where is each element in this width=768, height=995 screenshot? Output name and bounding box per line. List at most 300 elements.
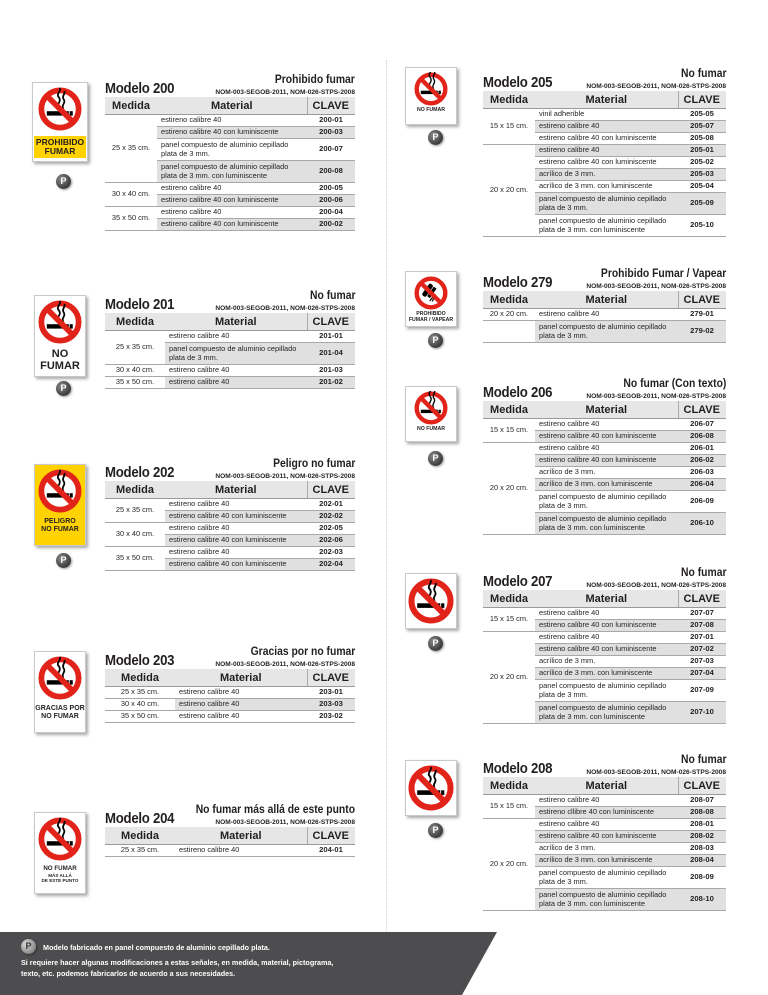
model-title: Modelo 279 [483,274,553,291]
table-header [105,313,355,331]
sign-image-200 [32,82,88,162]
clave-cell: 208-10 [678,889,726,911]
material-cell: estireno calibre 40 [175,711,307,723]
clave-cell: 205-02 [678,157,726,169]
clave-cell: 208-08 [678,807,726,819]
model-title: Modelo 201 [105,296,175,313]
no-smoking-icon [38,469,82,513]
sign-caption [41,518,79,533]
material-cell: acrílico de 3 mm. con luminiscente [535,181,678,193]
model-208 [483,754,726,930]
model-name: Gracias por no fumar [250,646,355,658]
clave-cell: 202-02 [307,511,355,523]
table-header [483,401,726,419]
model-title: Modelo 205 [483,74,553,91]
material-cell: estireno calibre 40 [175,699,307,711]
clave-cell: 208-04 [678,855,726,867]
header-medida: Medida [483,401,535,419]
material-cell: panel compuesto de aluminio cepillado plata de 3 mm. con luminiscente [535,513,678,535]
clave-cell: 205-01 [678,145,726,157]
no-smoking-icon [38,656,82,700]
material-cell: estireno calibre 40 con luminiscente [535,620,678,632]
clave-cell: 207-07 [678,608,726,620]
p-badge-icon: P [428,823,443,838]
model-207 [483,567,726,743]
clave-cell: 200-02 [307,219,355,231]
footer-note-2: Si requiere hacer algunas modificaciones a estas señales, en medida, material, pictograma, [21,958,334,967]
size-cell: 15 x 15 cm. [483,109,535,145]
material-cell: estireno calibre 40 [165,377,307,389]
material-cell: acrílico de 3 mm. [535,656,678,668]
p-badge-icon: P [428,333,443,348]
material-cell: panel compuesto de aluminio cepillado plata de 3 mm. [157,139,307,161]
model-name: No fumar [309,290,355,302]
size-cell: 20 x 20 cm. [483,145,535,237]
model-title: Modelo 208 [483,760,553,777]
material-cell: panel compuesto de aluminio cepillado plata de 3 mm. [535,193,678,215]
table-header [105,827,355,845]
clave-cell: 203-02 [307,711,355,723]
sign-text-line: DE ESTE PUNTO [41,878,79,883]
header-clave: CLAVE [678,91,726,109]
table-header [483,91,726,109]
norm-reference: NOM-003-SEGOB-2011, NOM-026-STPS-2008 [215,819,355,826]
sign-text-line: FUMAR / VAPEAR [408,316,454,323]
no-smoking-icon [414,72,448,106]
material-cell: estireno calibre 40 [157,207,307,219]
p-badge-icon: P [428,130,443,145]
material-cell: estireno calibre 40 [535,145,678,157]
table-row [105,499,355,511]
material-cell: estireno calibre 40 [535,608,678,620]
header-medida: Medida [105,97,157,115]
no-smoking-icon [414,391,448,425]
model-name: No fumar [680,68,726,80]
clave-cell: 202-06 [307,535,355,547]
spec-table [483,91,726,237]
spec-table [105,481,355,571]
no-smoking-icon [38,87,82,131]
clave-cell: 200-04 [307,207,355,219]
clave-cell: 208-03 [678,843,726,855]
norm-reference: NOM-003-SEGOB-2011, NOM-026-STPS-2008 [215,305,355,312]
clave-cell: 200-05 [307,183,355,195]
table-row [105,711,355,723]
sign-text-line: PROHIBIDO [35,137,85,147]
model-name: No fumar [680,754,726,766]
clave-cell: 206-09 [678,491,726,513]
sign-text-line: NO FUMAR [41,712,79,720]
sign-text-line: PROHIBIDO [416,311,446,317]
sign-text-line: PELIGRO [44,518,76,525]
material-cell: estireno calibre 40 con luminiscente [165,535,307,547]
size-cell: 35 x 50 cm. [105,377,165,389]
material-cell: estireno calibre 40 [157,183,307,195]
header-clave: CLAVE [678,777,726,795]
header-medida: Medida [105,313,165,331]
clave-cell: 279-01 [678,309,726,321]
spec-table [105,669,355,723]
spec-table [483,590,726,724]
no-smoking-icon [38,300,82,344]
material-cell: acrílico de 3 mm. [535,467,678,479]
header-material: Material [535,291,678,309]
norm-reference: NOM-003-SEGOB-2011, NOM-026-STPS-2008 [215,89,355,96]
p-badge-icon: P [21,939,36,954]
p-badge-icon: P [428,636,443,651]
header-material: Material [175,669,307,687]
size-cell: 30 x 40 cm. [105,699,175,711]
clave-cell: 206-04 [678,479,726,491]
header-material: Material [535,91,678,109]
table-header [483,777,726,795]
clave-cell: 205-04 [678,181,726,193]
sign-caption [34,136,86,158]
clave-cell: 202-04 [307,559,355,571]
material-cell: acrílico de 3 mm. con luminiscente [535,668,678,680]
header-clave: CLAVE [678,401,726,419]
material-cell: estireno calibre 40 [165,547,307,559]
clave-cell: 201-02 [307,377,355,389]
table-header [105,481,355,499]
sign-caption [409,312,453,324]
material-cell: estireno calibre 40 con luminiscente [165,511,307,523]
model-201 [105,290,355,408]
model-205 [483,68,726,256]
header-clave: CLAVE [307,669,355,687]
clave-cell: 200-03 [307,127,355,139]
size-cell: 25 x 35 cm. [105,499,165,523]
model-name: No fumar (Con texto) [623,378,726,390]
sign-text-line: NO FUMAR [41,525,79,533]
material-cell: panel compuesto de aluminio cepillado plata de 3 mm. con luminiscente [535,889,678,911]
material-cell: panel compuesto de aluminio cepillado plata de 3 mm. [535,321,678,343]
material-cell: estireno calibre 40 con luminiscente [157,195,307,207]
material-cell: estireno calibre 40 con luminiscente [157,219,307,231]
clave-cell: 205-05 [678,109,726,121]
size-cell [483,321,535,343]
table-row [483,309,726,321]
clave-cell: 207-09 [678,680,726,702]
table-header [483,291,726,309]
clave-cell: 207-10 [678,702,726,724]
sign-text-line: MÁS ALLÁ [48,872,72,878]
sign-caption [417,427,445,433]
table-row [105,377,355,389]
sign-caption [417,108,445,114]
size-cell: 35 x 50 cm. [105,711,175,723]
material-cell: estireno calibre 40 con luminiscente [535,831,678,843]
sign-text-line: FUMAR [40,359,80,372]
size-cell: 20 x 20 cm. [483,309,535,321]
sign-image-202 [34,464,86,546]
model-203 [105,646,355,742]
no-smoking-icon [408,765,454,811]
clave-cell: 205-07 [678,121,726,133]
table-row [105,207,355,219]
clave-cell: 207-01 [678,632,726,644]
norm-reference: NOM-003-SEGOB-2011, NOM-026-STPS-2008 [586,83,726,90]
table-row [105,523,355,535]
material-cell: estireno calibre 40 con luminiscente [165,559,307,571]
norm-reference: NOM-003-SEGOB-2011, NOM-026-STPS-2008 [586,769,726,776]
header-medida: Medida [105,481,165,499]
header-clave: CLAVE [307,827,355,845]
p-badge-icon: P [56,381,71,396]
material-cell: estireno calibre 40 [535,819,678,831]
material-cell: panel compuesto de aluminio cepillado plata de 3 mm. [535,491,678,513]
table-row [105,115,355,127]
material-cell: acrílico de 3 mm. con luminiscente [535,855,678,867]
model-279 [483,268,726,362]
clave-cell: 203-03 [307,699,355,711]
spec-table [105,97,355,231]
size-cell: 25 x 35 cm. [105,115,157,183]
table-row [105,183,355,195]
spec-table [483,291,726,343]
sign-image-204 [34,812,86,894]
clave-cell: 203-01 [307,687,355,699]
norm-reference: NOM-003-SEGOB-2011, NOM-026-STPS-2008 [215,473,355,480]
material-cell: estireno calibre 40 [535,121,678,133]
norm-reference: NOM-003-SEGOB-2011, NOM-026-STPS-2008 [215,661,355,668]
table-row [483,145,726,157]
p-badge-icon: P [56,553,71,568]
table-header [105,669,355,687]
size-cell: 20 x 20 cm. [483,632,535,724]
size-cell: 30 x 40 cm. [105,183,157,207]
no-smoking-icon [408,578,454,624]
clave-cell: 200-01 [307,115,355,127]
sign-image-207 [405,573,457,629]
size-cell: 35 x 50 cm. [105,207,157,231]
clave-cell: 206-03 [678,467,726,479]
sign-text-line: FUMAR [44,146,76,157]
table-row [483,608,726,620]
footer-note: Modelo fabricado en panel compuesto de aluminio cepillado plata. [43,943,270,952]
clave-cell: 205-09 [678,193,726,215]
clave-cell: 204-01 [307,845,355,857]
clave-cell: 206-02 [678,455,726,467]
table-row [483,419,726,431]
clave-cell: 208-02 [678,831,726,843]
material-cell: estireno calibre 40 [165,499,307,511]
model-206 [483,378,726,554]
material-cell: estireno calibre 40 [535,419,678,431]
no-smoking-icon [38,817,82,861]
p-badge-icon: P [428,451,443,466]
header-material: Material [535,590,678,608]
model-name: Prohibido Fumar / Vapear [600,268,726,280]
material-cell: estireno calibre 40 con luminiscente [535,133,678,145]
header-medida: Medida [483,590,535,608]
material-cell: estireno cllibre 40 con luminiscente [535,807,678,819]
norm-reference: NOM-003-SEGOB-2011, NOM-026-STPS-2008 [586,393,726,400]
material-cell: estireno calibre 40 [535,632,678,644]
header-clave: CLAVE [307,481,355,499]
clave-cell: 201-01 [307,331,355,343]
size-cell: 15 x 15 cm. [483,795,535,819]
material-cell: estireno calibre 40 [165,331,307,343]
material-cell: estireno calibre 40 [535,795,678,807]
clave-cell: 279-02 [678,321,726,343]
table-row [105,547,355,559]
sign-caption [35,705,84,720]
material-cell: panel compuesto de aluminio cepillado plata de 3 mm. [165,343,307,365]
model-204 [105,804,355,876]
sign-caption [40,349,80,372]
material-cell: panel compuesto de aluminio cepillado plata de 3 mm. [535,680,678,702]
material-cell: estireno calibre 40 [175,845,307,857]
model-name: Prohibido fumar [275,74,355,86]
table-row [483,632,726,644]
material-cell: panel compuesto de aluminio cepillado plata de 3 mm. con luminiscente [157,161,307,183]
no-smoking-icon [414,276,448,310]
sign-text-line: GRACIAS POR [35,705,85,712]
clave-cell: 207-03 [678,656,726,668]
model-name: No fumar más allá de este punto [195,804,355,816]
sign-text-line: NO FUMAR [43,865,77,872]
model-200 [105,74,355,250]
sign-image-205 [405,67,457,125]
model-title: Modelo 203 [105,652,175,669]
material-cell: estireno calibre 40 [165,365,307,377]
clave-cell: 206-01 [678,443,726,455]
size-cell: 35 x 50 cm. [105,547,165,571]
clave-cell: 201-03 [307,365,355,377]
sign-text-line: NO FUMAR [417,426,445,432]
header-clave: CLAVE [307,313,355,331]
size-cell: 15 x 15 cm. [483,608,535,632]
header-clave: CLAVE [678,590,726,608]
p-badge-icon: P [56,174,71,189]
material-cell: estireno calibre 40 con luminiscente [535,431,678,443]
footer-note-3: texto, etc. podemos fabricarlos de acuerdo a sus necesidades. [21,969,236,978]
size-cell: 25 x 35 cm. [105,331,165,365]
clave-cell: 200-08 [307,161,355,183]
sign-image-208 [405,760,457,816]
clave-cell: 206-08 [678,431,726,443]
sign-image-279 [405,271,457,327]
size-cell: 20 x 20 cm. [483,443,535,535]
table-row [483,795,726,807]
header-medida: Medida [483,291,535,309]
header-medida: Medida [105,827,175,845]
material-cell: panel compuesto de aluminio cepillado plata de 3 mm. con luminiscente [535,702,678,724]
table-row [483,321,726,343]
material-cell: acrílico de 3 mm. con luminiscente [535,479,678,491]
clave-cell: 205-08 [678,133,726,145]
sign-image-206 [405,386,457,442]
clave-cell: 207-04 [678,668,726,680]
model-title: Modelo 200 [105,80,175,97]
material-cell: estireno calibre 40 [175,687,307,699]
spec-table [483,401,726,535]
header-material: Material [157,97,307,115]
header-medida: Medida [483,91,535,109]
table-row [105,845,355,857]
size-cell: 20 x 20 cm. [483,819,535,911]
header-medida: Medida [105,669,175,687]
spec-table [105,313,355,389]
clave-cell: 207-02 [678,644,726,656]
table-row [105,699,355,711]
size-cell: 25 x 35 cm. [105,687,175,699]
clave-cell: 202-03 [307,547,355,559]
clave-cell: 202-01 [307,499,355,511]
material-cell: acrílico de 3 mm. [535,843,678,855]
clave-cell: 206-10 [678,513,726,535]
column-divider [386,60,387,960]
header-material: Material [535,401,678,419]
sign-caption [42,866,79,883]
header-material: Material [165,481,307,499]
table-header [483,590,726,608]
table-row [483,109,726,121]
clave-cell: 205-03 [678,169,726,181]
material-cell: estireno calibre 40 [535,309,678,321]
norm-reference: NOM-003-SEGOB-2011, NOM-026-STPS-2008 [586,582,726,589]
sign-text-line: NO [51,348,69,360]
header-clave: CLAVE [678,291,726,309]
material-cell: panel compuesto de aluminio cepillado plata de 3 mm. con luminiscente [535,215,678,237]
clave-cell: 208-09 [678,867,726,889]
clave-cell: 205-10 [678,215,726,237]
model-title: Modelo 202 [105,464,175,481]
table-row [483,443,726,455]
header-material: Material [165,313,307,331]
norm-reference: NOM-003-SEGOB-2011, NOM-026-STPS-2008 [586,283,726,290]
table-row [105,687,355,699]
header-material: Material [175,827,307,845]
spec-table [483,777,726,911]
material-cell: estireno calibre 40 [535,443,678,455]
model-title: Modelo 204 [105,810,175,827]
table-row [105,331,355,343]
table-header [105,97,355,115]
header-material: Material [535,777,678,795]
model-202 [105,458,355,590]
clave-cell: 208-07 [678,795,726,807]
material-cell: panel compuesto de aluminio cepillado plata de 3 mm. [535,867,678,889]
clave-cell: 206-07 [678,419,726,431]
material-cell: estireno calibre 40 con luminiscente [535,644,678,656]
model-title: Modelo 207 [483,573,553,590]
clave-cell: 207-08 [678,620,726,632]
material-cell: estireno calibre 40 con luminiscente [157,127,307,139]
model-title: Modelo 206 [483,384,553,401]
clave-cell: 200-07 [307,139,355,161]
clave-cell: 201-04 [307,343,355,365]
spec-table [105,827,355,857]
sign-image-203 [34,651,86,733]
material-cell: estireno calibre 40 con luminiscente [535,157,678,169]
sign-text-line: NO FUMAR [417,107,445,113]
model-name: Peligro no fumar [272,458,355,470]
footer [0,932,768,995]
size-cell: 25 x 35 cm. [105,845,175,857]
material-cell: estireno calibre 40 [157,115,307,127]
size-cell: 15 x 15 cm. [483,419,535,443]
header-clave: CLAVE [307,97,355,115]
size-cell: 30 x 40 cm. [105,523,165,547]
table-row [483,819,726,831]
sign-image-201 [34,295,86,377]
clave-cell: 208-01 [678,819,726,831]
table-row [105,365,355,377]
size-cell: 30 x 40 cm. [105,365,165,377]
model-name: No fumar [680,567,726,579]
